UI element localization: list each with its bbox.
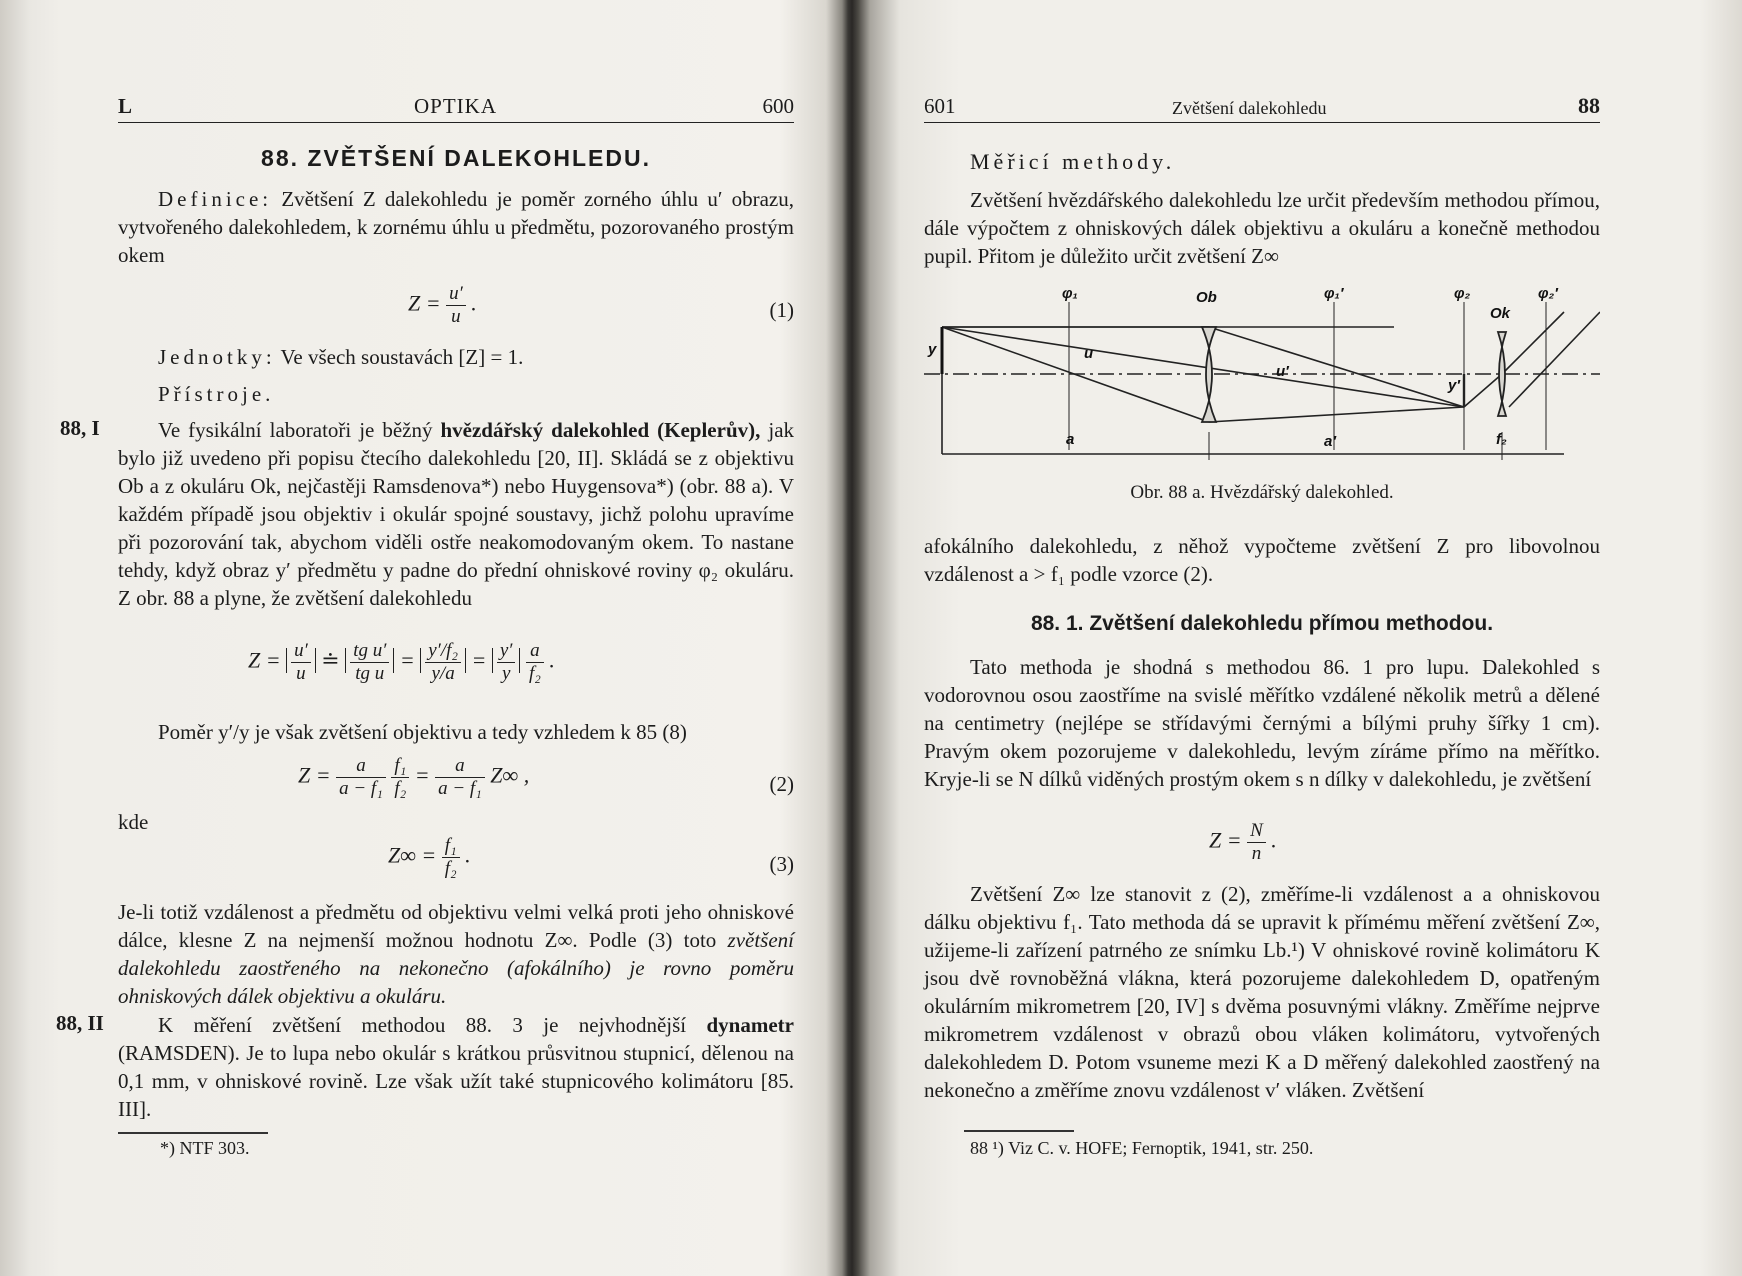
- instruments-heading: Přístroje.: [158, 382, 275, 406]
- equation-2-number: (2): [769, 772, 794, 796]
- equation-absolute: Z = $\frac{u'}{u}$ ≐ $\frac{\text{tg u′}}{\text{tg u}}$ = $\frac{\text{y′/f₂}}{y/a}$ = $\frac{y'}{y}$ $\frac{a}{\text{f₂}}$ .: [248, 640, 555, 684]
- equation-1: Z = $\frac{u'}{u}$ .: [408, 283, 477, 327]
- footnote: 88 ¹) Viz C. v. HOFE; Fernoptik, 1941, str. 250.: [970, 1138, 1314, 1158]
- label-phi2p: φ₂′: [1538, 285, 1558, 302]
- label-f2: f₂: [1496, 431, 1507, 448]
- label-phi1p: φ₁′: [1324, 285, 1344, 302]
- eyepiece-lens: [1498, 332, 1506, 416]
- left-running-header: [118, 92, 794, 123]
- label-ok: Ok: [1490, 305, 1511, 322]
- subsection-heading: 88. 1. Zvětšení dalekohledu přímou methodou.: [1030, 612, 1494, 635]
- footnote-rule: [118, 1132, 268, 1134]
- header-letter: L: [118, 94, 133, 118]
- label-phi2: φ₂: [1454, 285, 1471, 302]
- infinity-paragraph: Je-li totiž vzdálenost a předmětu od objektivu velmi velká proti jeho ohniskové dálce, klesne Z na nejmenší možnou hodnotu Z∞. Podle (3) toto zvětšení dalekohledu zaostřeného na nekonečno (afokálního) je rovno poměru ohniskových dálek objektivu a okuláru.: [118, 900, 794, 1008]
- page-number: 600: [762, 94, 794, 118]
- paragraph-88-I: Ve fysikální laboratoři je běžný hvězdářský dalekohled (Keplerův), jak bylo již uvedeno při popisu čtecího dalekohledu [20, II]. Skládá se z objektivu Ob a z okuláru Ok, nejčastěji Ramsdenova*) nebo Huygensova*) (obr. 88 a). V každém případě jsou objektiv i okulár spojné soustavy, jichž polohu upravíme při pozorování tak, abychom viděli ostře neakomodovaným okem. To nastane tehdy, když obraz y′ předmětu y padne do přední ohniskové roviny φ₂ okuláru. Z obr. 88 a plyne, že zvětšení dalekohledu: [118, 418, 795, 610]
- ray-refracted-bottom: [1209, 407, 1464, 422]
- equation-2: Z = $\frac{a}{\text{a − f₁}}$ $\frac{\text{f₁}}{\text{f₂}}$ = $\frac{a}{\text{a − f₁}}$ Z∞ ,: [298, 755, 530, 799]
- margin-88-I: 88, I: [60, 416, 100, 440]
- afocal-paragraph: afokálního dalekohledu, z něhož vypočteme zvětšení Z pro libovolnou vzdálenost a > f₁ podle vzorce (2).: [924, 534, 1600, 586]
- right-running-header: [924, 92, 1600, 123]
- label-u: u: [1084, 345, 1094, 362]
- ray-eye-2: [1502, 312, 1564, 374]
- figure-caption: Obr. 88 a. Hvězdářský dalekohled.: [1130, 482, 1394, 503]
- label-a: a: [1066, 431, 1075, 448]
- footnote: *) NTF 303.: [160, 1138, 250, 1158]
- ray-refracted-top: [1209, 327, 1464, 407]
- label-y-prime: y′: [1448, 377, 1460, 394]
- ray-eye-1: [1464, 374, 1502, 407]
- direct-method-paragraph: Tato methoda je shodná s methodou 86. 1 pro lupu. Dalekohled s vodorovnou osou zaostříme na svislé měřítko vzdálené několik metrů a dělené na centimetry (nejlépe se střídavými černými a bílými pruhy šířky 1 cm). Pravým okem pozorujeme v dalekohledu, levým zíráme přímo na měřítko. Kryje-li se N dílků viděných prostým okem s n dílky v dalekohledu, je zvětšení: [924, 655, 1600, 791]
- methods-paragraph: Zvětšení hvězdářského dalekohledu lze určit především methodou přímou, dále výpočtem z ohniskových dálek objektivu a okuláru a konečně methodou pupil. Přitom je důležito určit zvětšení Z∞: [924, 188, 1600, 268]
- section-title: 88. ZVĚTŠENÍ DALEKOHLEDU.: [261, 145, 651, 171]
- header-section: 88: [1578, 93, 1600, 118]
- label-y: y: [928, 341, 937, 358]
- ratio-paragraph: Poměr y′/y je však zvětšení objektivu a tedy vzhledem k 85 (8): [158, 720, 687, 744]
- methods-heading: Měřicí methody.: [970, 149, 1176, 174]
- margin-88-II: 88, II: [56, 1011, 104, 1035]
- ray-chief: [942, 327, 1464, 407]
- paragraph-88-II: K měření zvětšení methodou 88. 3 je nejvhodnější dynametr (RAMSDEN). Je to lupa nebo okulár s krátkou průsvitnou stupnicí, dělenou na 0,1 mm, v ohniskové rovině. Lze však užít také stupnicového kolimátoru [85. III].: [118, 1013, 794, 1121]
- units-line: Jednotky: Ve všech soustavách [Z] = 1.: [158, 345, 524, 369]
- definition-paragraph: Definice: Zvětšení Z dalekohledu je poměr zorného úhlu u′ obrazu, vytvořeného dalekohledem, k zornému úhlu u předmětu, pozorovaného prostým okem: [118, 187, 795, 267]
- equation-3-number: (3): [769, 852, 794, 876]
- header-title: OPTIKA: [414, 94, 497, 118]
- header-title: Zvětšení dalekohledu: [1172, 98, 1327, 118]
- label-phi1: φ₁: [1062, 285, 1078, 302]
- footnote-rule: [964, 1130, 1074, 1132]
- label-ob: Ob: [1196, 289, 1217, 306]
- objective-lens: [1202, 327, 1216, 422]
- page-number: 601: [924, 94, 956, 118]
- equation-1-number: (1): [769, 298, 794, 322]
- equation-N: Z = $\frac{N}{n}$ .: [1209, 820, 1277, 864]
- label-a-prime: a′: [1324, 433, 1336, 450]
- telescope-figure: [924, 282, 1600, 462]
- final-paragraph: Zvětšení Z∞ lze stanovit z (2), změříme-li vzdálenost a a ohniskovou dálku objektivu f₁. Tato methoda dá se upravit k přímému měření zvětšení Z∞, užijeme-li zařízení patrného ze snímku Lb.¹) V ohniskové rovině kolimátoru K jsou dvě rovnoběžná vlákna, která pozorujeme dalekohledem D, opatřeným okulárním mikrometrem [20, IV] s dvěma posuvnými vlákny. Změříme nejprve mikrometrem vzdálenost v obrazů obou vláken kolimátoru, vytvořených dalekohledem D. Potom vsuneme mezi K a D měřený dalekohled zaostřený na nekonečno a změříme znovu vzdálenost v′ vláken. Zvětšení: [924, 882, 1600, 1102]
- equation-3: Z∞ = $\frac{\text{f₁}}{\text{f₂}}$ .: [388, 835, 471, 879]
- ray-eye-3: [1509, 312, 1600, 407]
- label-u-prime: u′: [1276, 363, 1289, 380]
- kde-label: kde: [118, 810, 149, 834]
